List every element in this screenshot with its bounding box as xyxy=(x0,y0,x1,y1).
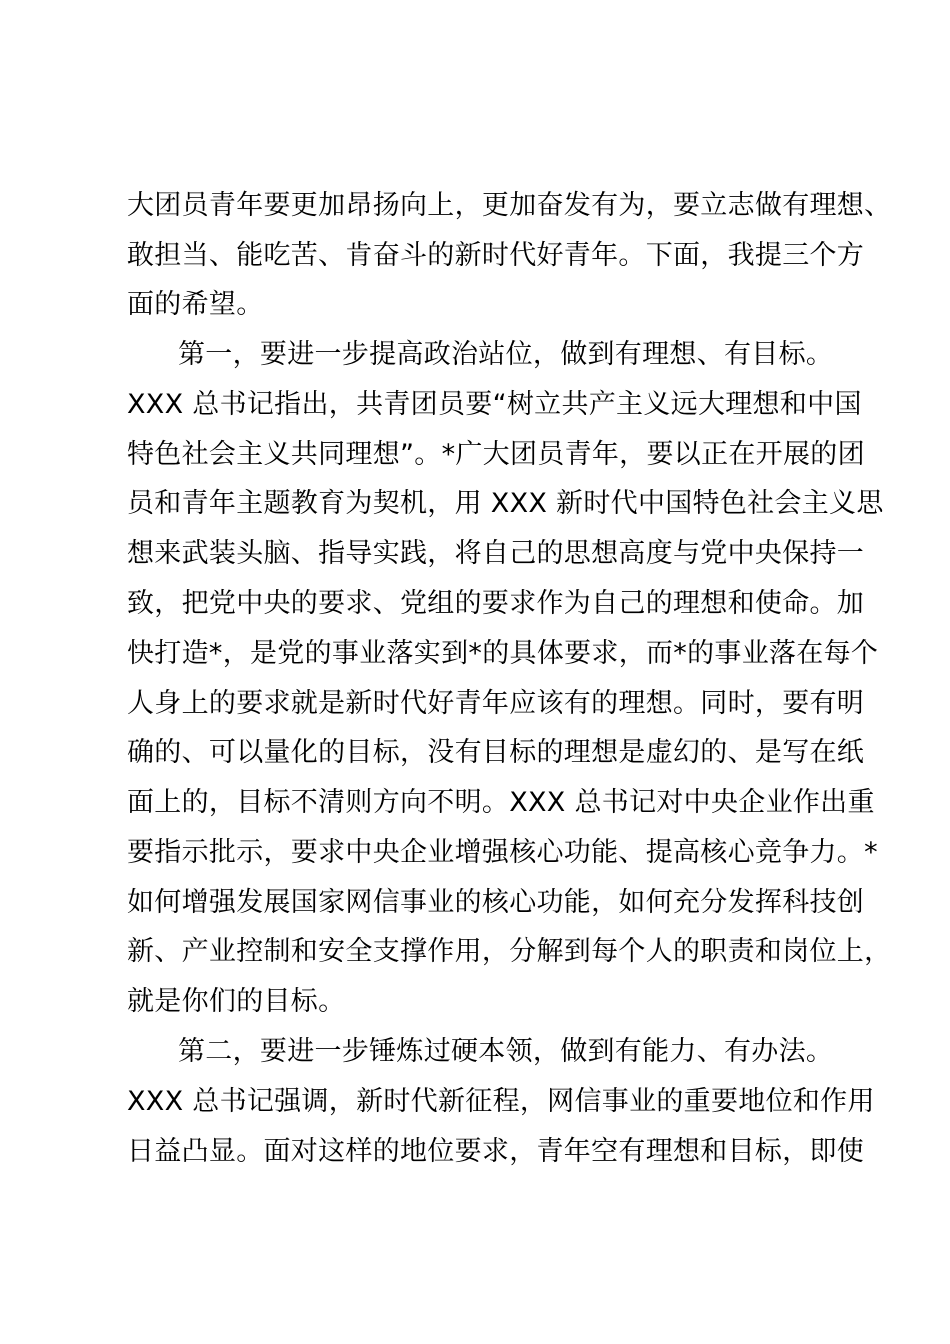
paragraph-heading-first: 第一，要进一步提高政治站位，做到有理想、有目标。 xyxy=(178,339,834,370)
text-line: 致，把党中央的要求、党组的要求作为自己的理想和使命。加 xyxy=(127,588,865,619)
text-line: 面的希望。 xyxy=(127,289,264,320)
text-line: 员和青年主题教育为契机，用 XXX 新时代中国特色社会主义思 xyxy=(127,488,884,519)
text-line: 如何增强发展国家网信事业的核心功能，如何充分发挥科技创 xyxy=(127,887,865,918)
text-line: XXX 总书记指出，共青团员要“树立共产主义远大理想和中国 xyxy=(127,389,862,420)
text-line: 想来武装头脑、指导实践，将自己的思想高度与党中央保持一 xyxy=(127,538,865,569)
text-line: 确的、可以量化的目标，没有目标的理想是虚幻的、是写在纸 xyxy=(127,737,865,768)
text-line: 人身上的要求就是新时代好青年应该有的理想。同时，要有明 xyxy=(127,688,865,719)
text-line: 快打造*，是党的事业落实到*的具体要求，而*的事业落在每个 xyxy=(127,638,879,669)
text-line: 就是你们的目标。 xyxy=(127,986,346,1017)
text-line: 特色社会主义共同理想”。*广大团员青年，要以正在开展的团 xyxy=(127,439,865,470)
text-line: 日益凸显。面对这样的地位要求，青年空有理想和目标，即使 xyxy=(127,1136,865,1167)
text-line: 新、产业控制和安全支撑作用，分解到每个人的职责和岗位上， xyxy=(127,936,892,967)
text-line: 面上的，目标不清则方向不明。XXX 总书记对中央企业作出重 xyxy=(127,787,875,818)
text-line: 要指示批示，要求中央企业增强核心功能、提高核心竞争力。* xyxy=(127,837,878,868)
text-line: 敢担当、能吃苦、肯奋斗的新时代好青年。下面，我提三个方 xyxy=(127,240,865,271)
text-line: 大团员青年要更加昂扬向上，更加奋发有为，要立志做有理想、 xyxy=(127,190,892,221)
paragraph-heading-second: 第二，要进一步锤炼过硬本领，做到有能力、有办法。 xyxy=(178,1036,834,1067)
text-line: XXX 总书记强调，新时代新征程，网信事业的重要地位和作用 xyxy=(127,1086,875,1117)
